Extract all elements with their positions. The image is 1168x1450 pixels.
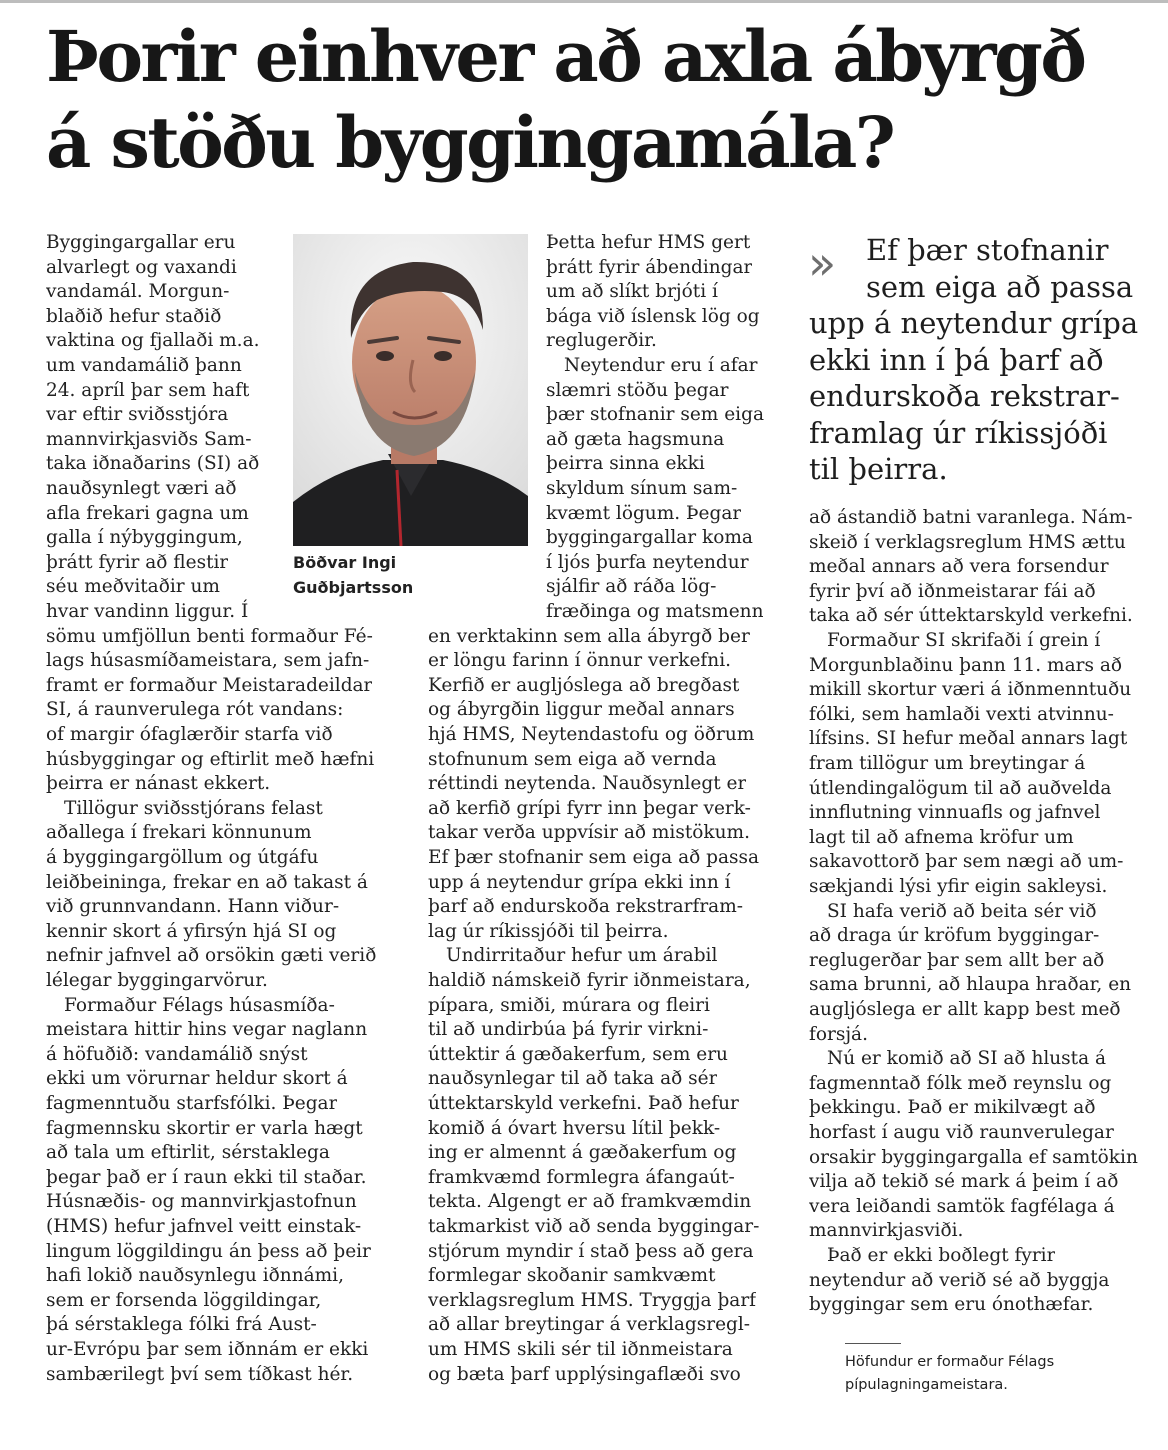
body-line: Byggingargallar eru	[46, 232, 236, 253]
body-line: þrátt fyrir ábendingar	[546, 257, 753, 278]
body-line: slæmri stöðu þegar	[546, 380, 729, 401]
body-line: útlendingalögum til að auðvelda	[809, 778, 1112, 799]
body-line: augljóslega er allt kapp best með	[809, 999, 1121, 1020]
body-line: SI hafa verið að beita sér við	[827, 901, 1097, 922]
body-line: á byggingargöllum og útgáfu	[46, 847, 319, 868]
body-line: að gæta hagsmuna	[546, 429, 725, 450]
body-line: Formaður Félags húsasmíða-	[64, 995, 335, 1016]
body-line: stofnunum sem eiga að vernda	[428, 749, 717, 770]
body-line: hjá HMS, Neytendastofu og öðrum	[428, 724, 755, 745]
body-line: er löngu farinn í önnur verkefni.	[428, 650, 731, 671]
body-line: þarf að endurskoða rekstrarfram-	[428, 896, 744, 917]
body-line: meistara hittir hins vegar naglann	[46, 1019, 368, 1040]
body-line: þá sérstaklega fólki frá Aust-	[46, 1314, 317, 1335]
body-line: þeirra sinna ekki	[546, 453, 705, 474]
body-line: afla frekari gagna um	[46, 503, 249, 524]
body-line: réttindi neytenda. Nauðsynlegt er	[428, 773, 747, 794]
body-line: of margir ófaglærðir starfa við	[46, 724, 333, 745]
body-line: Húsnæðis- og mannvirkjastofnun	[46, 1191, 357, 1212]
body-line: byggingargallar koma	[546, 527, 753, 548]
body-line: meðal annars að vera forsendur	[809, 556, 1109, 577]
body-line: fagmenntað fólk með reynslu og	[809, 1073, 1112, 1094]
body-line: lingum löggildingu án þess að þeir	[46, 1241, 371, 1262]
body-line: sömu umfjöllun benti formaður Fé-	[46, 626, 373, 647]
body-line: Kerfið er augljóslega að bregðast	[428, 675, 740, 696]
body-line: að draga úr kröfum byggingar-	[809, 925, 1100, 946]
body-line: þær stofnanir sem eiga	[546, 404, 764, 425]
pull-quote-line: framlag úr ríkissjóði	[809, 415, 1108, 450]
body-line: húsbyggingar og eftirlit með hæfni	[46, 749, 375, 770]
body-line: kvæmt lögum. Þegar	[546, 503, 742, 524]
body-line: sjálfir að ráða lög-	[546, 576, 717, 597]
top-rule	[0, 0, 1168, 3]
body-line: hvar vandinn liggur. Í	[46, 601, 249, 622]
body-line: séu meðvitaðir um	[46, 576, 220, 597]
body-line: skeið í verklagsreglum HMS ættu	[809, 532, 1126, 553]
headline-line: Þorir einhver að axla ábyrgð	[46, 15, 1085, 98]
body-line: lagt til að afnema kröfur um	[809, 827, 1074, 848]
body-line: Nú er komið að SI að hlusta á	[827, 1048, 1107, 1069]
body-line: að ástandið batni varanlega. Nám-	[809, 507, 1133, 528]
body-line: 24. apríl þar sem haft	[46, 380, 250, 401]
pull-quote-line: upp á neytendur grípa	[809, 306, 1139, 340]
body-line: um vandamálið þann	[46, 355, 242, 376]
body-line: vandamál. Morgun-	[46, 281, 230, 302]
body-line: nauðsynlegar til að taka að sér	[428, 1068, 718, 1089]
body-line: fyrir því að iðnmeistarar fái að	[809, 581, 1096, 602]
body-line: um HMS skili sér til iðnmeistara	[428, 1339, 733, 1360]
body-line: fræðinga og matsmenn	[546, 601, 764, 622]
body-line: taka iðnaðarins (SI) að	[46, 453, 260, 474]
body-line: Undirritaður hefur um árabil	[446, 945, 718, 966]
byline-line: Höfundur er formaður Félags	[845, 1354, 1055, 1370]
body-line: lag úr ríkissjóði til þeirra.	[428, 921, 669, 942]
body-line: sem er forsenda löggildingar,	[46, 1290, 322, 1311]
body-line: á höfuðið: vandamálið snýst	[46, 1044, 308, 1065]
body-line: til að undirbúa þá fyrir virkni-	[428, 1019, 709, 1040]
body-line: nauðsynlegt væri að	[46, 478, 237, 499]
body-line: ekki um vörurnar heldur skort á	[46, 1068, 348, 1089]
body-line: upp á neytendur grípa ekki inn í	[428, 872, 731, 893]
body-line: þeirra er nánast ekkert.	[46, 773, 271, 794]
body-line: orsakir byggingargalla ef samtökin	[809, 1147, 1138, 1168]
headline-line: á stöðu byggingamála?	[46, 101, 894, 184]
body-line: í ljós þurfa neytendur	[546, 552, 749, 573]
body-line: Morgunblaðinu þann 11. mars að	[809, 655, 1122, 676]
body-line: úttektarskyld verkefni. Það hefur	[428, 1093, 739, 1114]
body-line: ing er almennt á gæðakerfum og	[428, 1142, 737, 1163]
body-line: þekkingu. Það er mikilvægt að	[809, 1097, 1096, 1118]
pull-quote-line: Ef þær stofnanir	[866, 233, 1109, 267]
article-headline	[46, 14, 1146, 186]
caption-line: Böðvar Ingi	[293, 553, 397, 572]
body-line: Það er ekki boðlegt fyrir	[827, 1245, 1056, 1266]
body-line: innflutning vinnuafls og jafnvel	[809, 802, 1101, 823]
body-line: Neytendur eru í afar	[564, 355, 758, 376]
body-line: SI, á raunverulega rót vandans:	[46, 699, 344, 720]
body-line: að allar breytingar á verklagsregl-	[428, 1314, 751, 1335]
body-line: fram tillögur um breytingar á	[809, 753, 1086, 774]
body-line: mannvirkjasviði.	[809, 1220, 964, 1241]
body-line: að tala um eftirlit, sérstaklega	[46, 1142, 330, 1163]
body-line: sama brunni, að hlaupa hraðar, en	[809, 974, 1132, 995]
body-line: lífsins. SI hefur meðal annars lagt	[809, 728, 1128, 749]
body-line: framt er formaður Meistaradeildar	[46, 675, 373, 696]
body-line: pípara, smiði, múrara og fleiri	[428, 995, 710, 1016]
body-line: takmarkist við að senda byggingar-	[428, 1216, 760, 1237]
body-line: alvarlegt og vaxandi	[46, 257, 237, 278]
pull-quote-line: sem eiga að passa	[866, 269, 1134, 304]
body-line: ur-Evrópu þar sem iðnnám er ekki	[46, 1339, 369, 1360]
body-line: horfast í augu við raunverulegar	[809, 1122, 1114, 1143]
body-line: stjórum myndir í stað þess að gera	[428, 1241, 754, 1262]
body-line: aðallega í frekari könnunum	[46, 822, 312, 843]
pull-quote-line: til þeirra.	[809, 452, 948, 486]
body-line: skyldum sínum sam-	[546, 478, 738, 499]
body-line: lélegar byggingarvörur.	[46, 970, 268, 991]
pull-quote-line: endurskoða rekstrar-	[809, 379, 1120, 413]
body-line: Formaður SI skrifaði í grein í	[827, 630, 1101, 651]
body-line: úttektir á gæðakerfum, sem eru	[428, 1044, 728, 1065]
body-line: hafi lokið nauðsynlegu iðnnámi,	[46, 1265, 344, 1286]
body-line: og bæta þarf upplýsingaflæði svo	[428, 1364, 741, 1385]
body-line: var eftir sviðsstjóra	[46, 404, 229, 425]
body-line: bága við íslensk lög og	[546, 306, 760, 327]
body-line: þrátt fyrir að flestir	[46, 552, 229, 573]
body-line: fagmenntuðu starfsfólki. Þegar	[46, 1093, 338, 1114]
body-line: við grunnvandann. Hann viður-	[46, 896, 340, 917]
body-line: vaktina og fjallaði m.a.	[46, 330, 260, 351]
body-line: mikill skortur væri á iðnmenntuðu	[809, 679, 1132, 700]
byline-line: pípulagningameistara.	[845, 1377, 1008, 1393]
body-line: (HMS) hefur jafnvel veitt einstak-	[46, 1216, 362, 1237]
body-line: en verktakinn sem alla ábyrgð ber	[428, 626, 750, 647]
body-line: galla í nýbyggingum,	[46, 527, 243, 548]
body-line: verklagsreglum HMS. Tryggja þarf	[428, 1290, 757, 1311]
body-line: reglugerðar þar sem allt ber að	[809, 950, 1105, 971]
body-line: og ábyrgðin liggur meðal annars	[428, 699, 735, 720]
caption-line: Guðbjartsson	[293, 578, 414, 597]
body-line: fólki, sem hamlaði vexti atvinnu-	[809, 704, 1114, 725]
body-line: Tillögur sviðsstjórans felast	[64, 798, 323, 819]
body-line: sækjandi lýsi yfir eigin sakleysi.	[809, 876, 1108, 897]
body-line: framkvæmd formlegra áfangaút-	[428, 1167, 735, 1188]
body-line: byggingar sem eru ónothæfar.	[809, 1294, 1094, 1315]
body-line: sambærilegt því sem tíðkast hér.	[46, 1364, 354, 1385]
byline-divider	[845, 1343, 901, 1344]
body-line: vera leiðandi samtök fagfélaga á	[809, 1196, 1115, 1217]
body-line: tekta. Algengt er að framkvæmdin	[428, 1191, 752, 1212]
body-line: taka að sér úttektarskyld verkefni.	[809, 605, 1133, 626]
body-line: takar verða uppvísir að mistökum.	[428, 822, 750, 843]
body-line: kennir skort á yfirsýn hjá SI og	[46, 921, 337, 942]
body-line: forsjá.	[809, 1024, 868, 1045]
body-line: fagmennsku skortir er varla hægt	[46, 1118, 363, 1139]
author-photo	[293, 234, 528, 546]
body-line: um að slíkt brjóti í	[546, 281, 718, 302]
body-line: komið á óvart hversu lítil þekk-	[428, 1118, 721, 1139]
body-line: nefnir jafnvel að orsökin gæti verið	[46, 945, 377, 966]
quote-marks-icon: »	[808, 236, 831, 290]
body-line: haldið námskeið fyrir iðnmeistara,	[428, 970, 751, 991]
body-line: sakavottorð þar sem nægi að um-	[809, 851, 1124, 872]
body-line: Ef þær stofnanir sem eiga að passa	[428, 847, 760, 868]
body-line: blaðið hefur staðið	[46, 306, 222, 327]
body-line: þegar það er í raun ekki til staðar.	[46, 1167, 367, 1188]
body-line: neytendur að verið sé að byggja	[809, 1270, 1110, 1291]
body-line: lags húsasmíðameistara, sem jafn-	[46, 650, 370, 671]
body-line: formlegar skoðanir samkvæmt	[428, 1265, 716, 1286]
body-line: vilja að tekið sé mark á þeim í að	[809, 1171, 1119, 1192]
body-line: mannvirkjasviðs Sam-	[46, 429, 252, 450]
photo-caption	[293, 550, 533, 600]
body-line: leiðbeininga, frekar en að takast á	[46, 872, 368, 893]
body-line: Þetta hefur HMS gert	[546, 232, 751, 253]
pull-quote-line: ekki inn í þá þarf að	[809, 342, 1104, 377]
body-line: að kerfið grípi fyrr inn þegar verk-	[428, 798, 751, 819]
body-line: reglugerðir.	[546, 330, 657, 351]
